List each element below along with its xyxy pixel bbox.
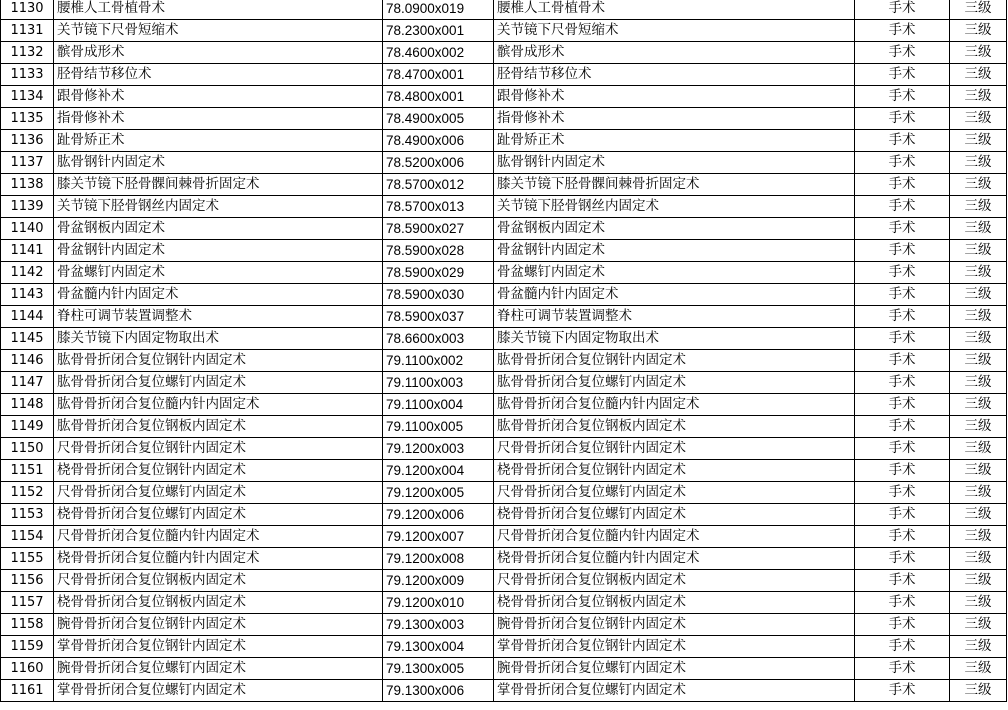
table-row (1, 504, 1007, 526)
table-row (1, 548, 1007, 570)
category-cell: 手术 (855, 174, 950, 196)
procedure-code-cell: 78.4700x001 (383, 64, 494, 86)
procedure-code-cell: 79.1200x003 (383, 438, 494, 460)
table-row (1, 614, 1007, 636)
procedure-code-cell: 79.1100x004 (383, 394, 494, 416)
table-row (1, 394, 1007, 416)
grade-level-cell: 三级 (950, 372, 1007, 394)
table-row (1, 592, 1007, 614)
row-number-cell: 1157 (1, 592, 54, 614)
procedure-name-duplicate-cell: 膝关节镜下胫骨髁间棘骨折固定术 (494, 174, 855, 196)
procedure-code-cell: 79.1300x003 (383, 614, 494, 636)
table-row (1, 460, 1007, 482)
procedure-name-cell: 肱骨钢针内固定术 (54, 152, 383, 174)
category-cell: 手术 (855, 482, 950, 504)
grade-level-cell: 三级 (950, 306, 1007, 328)
procedure-name-cell: 骨盆钢板内固定术 (54, 218, 383, 240)
table-row (1, 64, 1007, 86)
category-cell: 手术 (855, 614, 950, 636)
table-row (1, 20, 1007, 42)
row-number-cell: 1151 (1, 460, 54, 482)
table-row (1, 328, 1007, 350)
procedure-code-cell: 79.1300x006 (383, 680, 494, 702)
procedure-name-duplicate-cell: 指骨修补术 (494, 108, 855, 130)
procedure-name-cell: 骨盆钢针内固定术 (54, 240, 383, 262)
row-number-cell: 1146 (1, 350, 54, 372)
category-cell: 手术 (855, 20, 950, 42)
procedure-name-duplicate-cell: 掌骨骨折闭合复位螺钉内固定术 (494, 680, 855, 702)
category-cell: 手术 (855, 548, 950, 570)
procedure-name-duplicate-cell: 髌骨成形术 (494, 42, 855, 64)
category-cell: 手术 (855, 306, 950, 328)
table-row (1, 658, 1007, 680)
grade-level-cell: 三级 (950, 570, 1007, 592)
row-number-cell: 1141 (1, 240, 54, 262)
procedure-code-cell: 78.5900x029 (383, 262, 494, 284)
procedure-code-cell: 79.1200x005 (383, 482, 494, 504)
category-cell: 手术 (855, 328, 950, 350)
grade-level-cell: 三级 (950, 350, 1007, 372)
procedure-name-cell: 掌骨骨折闭合复位钢针内固定术 (54, 636, 383, 658)
row-number-cell: 1130 (1, 0, 54, 20)
procedure-name-duplicate-cell: 肱骨骨折闭合复位钢针内固定术 (494, 350, 855, 372)
procedure-name-cell: 骨盆螺钉内固定术 (54, 262, 383, 284)
procedure-name-cell: 趾骨矫正术 (54, 130, 383, 152)
procedure-name-cell: 关节镜下尺骨短缩术 (54, 20, 383, 42)
procedure-code-cell: 79.1200x004 (383, 460, 494, 482)
table-row (1, 372, 1007, 394)
grade-level-cell: 三级 (950, 438, 1007, 460)
procedure-name-cell: 指骨修补术 (54, 108, 383, 130)
row-number-cell: 1140 (1, 218, 54, 240)
procedure-name-cell: 脊柱可调节装置调整术 (54, 306, 383, 328)
procedure-name-duplicate-cell: 桡骨骨折闭合复位髓内针内固定术 (494, 548, 855, 570)
table-row (1, 174, 1007, 196)
procedure-code-cell: 79.1100x005 (383, 416, 494, 438)
procedure-code-cell: 79.1300x005 (383, 658, 494, 680)
procedure-name-cell: 肱骨骨折闭合复位髓内针内固定术 (54, 394, 383, 416)
row-number-cell: 1154 (1, 526, 54, 548)
grade-level-cell: 三级 (950, 196, 1007, 218)
row-number-cell: 1142 (1, 262, 54, 284)
procedure-name-duplicate-cell: 脊柱可调节装置调整术 (494, 306, 855, 328)
procedure-name-duplicate-cell: 骨盆螺钉内固定术 (494, 262, 855, 284)
category-cell: 手术 (855, 350, 950, 372)
procedure-name-duplicate-cell: 关节镜下尺骨短缩术 (494, 20, 855, 42)
procedure-name-duplicate-cell: 肱骨钢针内固定术 (494, 152, 855, 174)
row-number-cell: 1139 (1, 196, 54, 218)
row-number-cell: 1160 (1, 658, 54, 680)
procedure-name-duplicate-cell: 肱骨骨折闭合复位钢板内固定术 (494, 416, 855, 438)
procedure-name-duplicate-cell: 肱骨骨折闭合复位髓内针内固定术 (494, 394, 855, 416)
row-number-cell: 1149 (1, 416, 54, 438)
table-row (1, 196, 1007, 218)
procedure-code-cell: 79.1100x002 (383, 350, 494, 372)
grade-level-cell: 三级 (950, 680, 1007, 702)
procedure-name-duplicate-cell: 骨盆髓内针内固定术 (494, 284, 855, 306)
row-number-cell: 1153 (1, 504, 54, 526)
row-number-cell: 1132 (1, 42, 54, 64)
category-cell: 手术 (855, 658, 950, 680)
procedure-name-cell: 桡骨骨折闭合复位螺钉内固定术 (54, 504, 383, 526)
procedure-name-cell: 关节镜下胫骨钢丝内固定术 (54, 196, 383, 218)
category-cell: 手术 (855, 636, 950, 658)
procedure-code-cell: 79.1200x008 (383, 548, 494, 570)
procedure-code-cell: 78.5900x030 (383, 284, 494, 306)
row-number-cell: 1155 (1, 548, 54, 570)
table-row (1, 86, 1007, 108)
table-row (1, 218, 1007, 240)
procedure-name-duplicate-cell: 腕骨骨折闭合复位钢针内固定术 (494, 614, 855, 636)
row-number-cell: 1156 (1, 570, 54, 592)
grade-level-cell: 三级 (950, 42, 1007, 64)
category-cell: 手术 (855, 394, 950, 416)
category-cell: 手术 (855, 526, 950, 548)
table-row (1, 130, 1007, 152)
category-cell: 手术 (855, 592, 950, 614)
procedure-name-duplicate-cell: 骨盆钢针内固定术 (494, 240, 855, 262)
table-row (1, 306, 1007, 328)
row-number-cell: 1145 (1, 328, 54, 350)
procedure-name-cell: 跟骨修补术 (54, 86, 383, 108)
category-cell: 手术 (855, 86, 950, 108)
row-number-cell: 1137 (1, 152, 54, 174)
grade-level-cell: 三级 (950, 636, 1007, 658)
category-cell: 手术 (855, 0, 950, 20)
procedure-code-cell: 78.4600x002 (383, 42, 494, 64)
table-row (1, 284, 1007, 306)
category-cell: 手术 (855, 372, 950, 394)
grade-level-cell: 三级 (950, 130, 1007, 152)
table-row (1, 42, 1007, 64)
table-row (1, 482, 1007, 504)
procedure-name-duplicate-cell: 尺骨骨折闭合复位钢板内固定术 (494, 570, 855, 592)
procedure-code-cell: 78.0900x019 (383, 0, 494, 20)
procedure-code-cell: 78.5700x013 (383, 196, 494, 218)
row-number-cell: 1150 (1, 438, 54, 460)
grade-level-cell: 三级 (950, 20, 1007, 42)
procedure-name-cell: 尺骨骨折闭合复位钢针内固定术 (54, 438, 383, 460)
grade-level-cell: 三级 (950, 328, 1007, 350)
procedure-name-duplicate-cell: 腕骨骨折闭合复位螺钉内固定术 (494, 658, 855, 680)
table-row (1, 680, 1007, 702)
grade-level-cell: 三级 (950, 592, 1007, 614)
procedure-code-cell: 78.5900x027 (383, 218, 494, 240)
grade-level-cell: 三级 (950, 482, 1007, 504)
category-cell: 手术 (855, 152, 950, 174)
category-cell: 手术 (855, 108, 950, 130)
category-cell: 手术 (855, 130, 950, 152)
category-cell: 手术 (855, 196, 950, 218)
category-cell: 手术 (855, 680, 950, 702)
procedure-name-cell: 腕骨骨折闭合复位钢针内固定术 (54, 614, 383, 636)
grade-level-cell: 三级 (950, 64, 1007, 86)
procedure-code-cell: 79.1300x004 (383, 636, 494, 658)
grade-level-cell: 三级 (950, 548, 1007, 570)
category-cell: 手术 (855, 416, 950, 438)
procedure-code-cell: 78.6600x003 (383, 328, 494, 350)
procedure-code-cell: 78.4900x006 (383, 130, 494, 152)
row-number-cell: 1136 (1, 130, 54, 152)
table-row (1, 152, 1007, 174)
procedure-name-duplicate-cell: 骨盆钢板内固定术 (494, 218, 855, 240)
procedure-code-cell: 78.5700x012 (383, 174, 494, 196)
procedure-name-cell: 膝关节镜下胫骨髁间棘骨折固定术 (54, 174, 383, 196)
procedure-code-cell: 79.1100x003 (383, 372, 494, 394)
row-number-cell: 1147 (1, 372, 54, 394)
procedure-name-duplicate-cell: 桡骨骨折闭合复位钢板内固定术 (494, 592, 855, 614)
procedure-name-cell: 肱骨骨折闭合复位钢板内固定术 (54, 416, 383, 438)
grade-level-cell: 三级 (950, 0, 1007, 20)
category-cell: 手术 (855, 504, 950, 526)
procedure-name-duplicate-cell: 关节镜下胫骨钢丝内固定术 (494, 196, 855, 218)
grade-level-cell: 三级 (950, 174, 1007, 196)
row-number-cell: 1138 (1, 174, 54, 196)
category-cell: 手术 (855, 262, 950, 284)
procedure-name-duplicate-cell: 趾骨矫正术 (494, 130, 855, 152)
grade-level-cell: 三级 (950, 240, 1007, 262)
procedure-name-duplicate-cell: 尺骨骨折闭合复位钢针内固定术 (494, 438, 855, 460)
table-row (1, 570, 1007, 592)
table-row (1, 416, 1007, 438)
grade-level-cell: 三级 (950, 108, 1007, 130)
category-cell: 手术 (855, 438, 950, 460)
procedure-name-cell: 骨盆髓内针内固定术 (54, 284, 383, 306)
procedure-name-cell: 髌骨成形术 (54, 42, 383, 64)
row-number-cell: 1133 (1, 64, 54, 86)
procedure-name-duplicate-cell: 桡骨骨折闭合复位螺钉内固定术 (494, 504, 855, 526)
row-number-cell: 1143 (1, 284, 54, 306)
procedure-name-duplicate-cell: 膝关节镜下内固定物取出术 (494, 328, 855, 350)
procedure-name-cell: 肱骨骨折闭合复位螺钉内固定术 (54, 372, 383, 394)
procedure-name-cell: 掌骨骨折闭合复位螺钉内固定术 (54, 680, 383, 702)
category-cell: 手术 (855, 64, 950, 86)
table-row (1, 0, 1007, 20)
procedure-code-cell: 79.1200x006 (383, 504, 494, 526)
grade-level-cell: 三级 (950, 658, 1007, 680)
grade-level-cell: 三级 (950, 284, 1007, 306)
procedure-name-cell: 桡骨骨折闭合复位钢板内固定术 (54, 592, 383, 614)
grade-level-cell: 三级 (950, 262, 1007, 284)
procedure-code-cell: 79.1200x010 (383, 592, 494, 614)
table-body (1, 0, 1007, 702)
row-number-cell: 1158 (1, 614, 54, 636)
procedure-name-duplicate-cell: 尺骨骨折闭合复位螺钉内固定术 (494, 482, 855, 504)
row-number-cell: 1135 (1, 108, 54, 130)
procedure-code-cell: 78.4800x001 (383, 86, 494, 108)
row-number-cell: 1144 (1, 306, 54, 328)
grade-level-cell: 三级 (950, 394, 1007, 416)
table-row (1, 240, 1007, 262)
table-row (1, 636, 1007, 658)
procedure-code-cell: 79.1200x009 (383, 570, 494, 592)
row-number-cell: 1152 (1, 482, 54, 504)
procedure-name-cell: 胫骨结节移位术 (54, 64, 383, 86)
row-number-cell: 1148 (1, 394, 54, 416)
procedure-name-cell: 肱骨骨折闭合复位钢针内固定术 (54, 350, 383, 372)
category-cell: 手术 (855, 240, 950, 262)
category-cell: 手术 (855, 218, 950, 240)
category-cell: 手术 (855, 460, 950, 482)
procedure-code-cell: 78.5900x028 (383, 240, 494, 262)
table-row (1, 350, 1007, 372)
procedure-name-cell: 尺骨骨折闭合复位髓内针内固定术 (54, 526, 383, 548)
grade-level-cell: 三级 (950, 460, 1007, 482)
table-row (1, 262, 1007, 284)
procedure-name-duplicate-cell: 掌骨骨折闭合复位钢针内固定术 (494, 636, 855, 658)
table-row (1, 108, 1007, 130)
procedure-name-duplicate-cell: 肱骨骨折闭合复位螺钉内固定术 (494, 372, 855, 394)
category-cell: 手术 (855, 570, 950, 592)
grade-level-cell: 三级 (950, 526, 1007, 548)
procedure-code-cell: 78.5200x006 (383, 152, 494, 174)
procedure-name-cell: 腰椎人工骨植骨术 (54, 0, 383, 20)
procedure-name-duplicate-cell: 跟骨修补术 (494, 86, 855, 108)
procedure-name-duplicate-cell: 胫骨结节移位术 (494, 64, 855, 86)
row-number-cell: 1159 (1, 636, 54, 658)
category-cell: 手术 (855, 284, 950, 306)
row-number-cell: 1131 (1, 20, 54, 42)
procedure-code-cell: 78.2300x001 (383, 20, 494, 42)
grade-level-cell: 三级 (950, 218, 1007, 240)
procedure-name-cell: 尺骨骨折闭合复位钢板内固定术 (54, 570, 383, 592)
category-cell: 手术 (855, 42, 950, 64)
procedure-name-duplicate-cell: 桡骨骨折闭合复位钢针内固定术 (494, 460, 855, 482)
procedure-name-duplicate-cell: 尺骨骨折闭合复位髓内针内固定术 (494, 526, 855, 548)
procedure-name-cell: 腕骨骨折闭合复位螺钉内固定术 (54, 658, 383, 680)
procedure-name-cell: 尺骨骨折闭合复位螺钉内固定术 (54, 482, 383, 504)
procedure-name-cell: 桡骨骨折闭合复位钢针内固定术 (54, 460, 383, 482)
procedure-name-cell: 膝关节镜下内固定物取出术 (54, 328, 383, 350)
grade-level-cell: 三级 (950, 416, 1007, 438)
table-row (1, 438, 1007, 460)
row-number-cell: 1134 (1, 86, 54, 108)
procedure-code-cell: 79.1200x007 (383, 526, 494, 548)
table-row (1, 526, 1007, 548)
procedure-name-duplicate-cell: 腰椎人工骨植骨术 (494, 0, 855, 20)
grade-level-cell: 三级 (950, 614, 1007, 636)
grade-level-cell: 三级 (950, 86, 1007, 108)
grade-level-cell: 三级 (950, 504, 1007, 526)
grade-level-cell: 三级 (950, 152, 1007, 174)
row-number-cell: 1161 (1, 680, 54, 702)
procedure-code-cell: 78.4900x005 (383, 108, 494, 130)
procedure-code-cell: 78.5900x037 (383, 306, 494, 328)
procedure-name-cell: 桡骨骨折闭合复位髓内针内固定术 (54, 548, 383, 570)
